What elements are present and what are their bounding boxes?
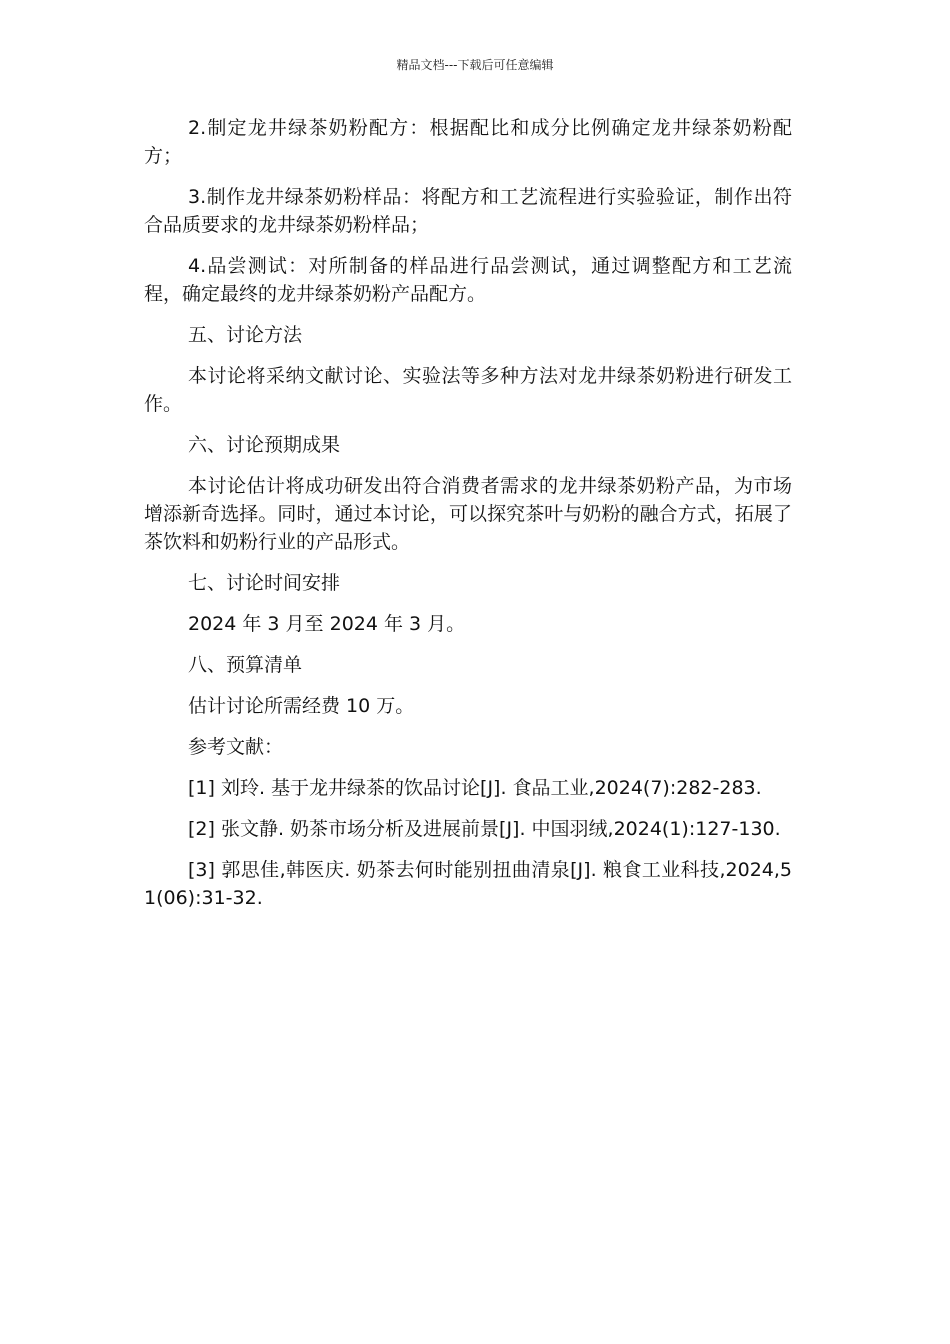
document-body bbox=[144, 114, 792, 925]
section-heading-methods: 五、讨论方法 bbox=[188, 324, 303, 346]
reference-item: [3] 郭思佳,韩医庆. 奶茶去何时能别扭曲清泉[J]. 粮食工业科技,2024,51(06):31-32. bbox=[144, 859, 792, 909]
reference-item: [2] 张文静. 奶茶市场分析及进展前景[J]. 中国羽绒,2024(1):127-130. bbox=[188, 818, 781, 840]
schedule-paragraph: 2024 年 3 月至 2024 年 3 月。 bbox=[188, 613, 466, 635]
references-title: 参考文献： bbox=[188, 736, 284, 758]
step-2-paragraph: 2.制定龙井绿茶奶粉配方：根据配比和成分比例确定龙井绿茶奶粉配方； bbox=[144, 117, 792, 167]
methods-paragraph: 本讨论将采纳文献讨论、实验法等多种方法对龙井绿茶奶粉进行研发工作。 bbox=[144, 365, 792, 415]
page-header: 精品文档---下载后可任意编辑 bbox=[396, 58, 554, 72]
section-heading-expected-results: 六、讨论预期成果 bbox=[188, 434, 341, 456]
step-3-paragraph: 3.制作龙井绿茶奶粉样品：将配方和工艺流程进行实验验证，制作出符合品质要求的龙井绿茶奶粉样品； bbox=[144, 186, 792, 236]
step-4-paragraph: 4.品尝测试：对所制备的样品进行品尝测试，通过调整配方和工艺流程，确定最终的龙井绿茶奶粉产品配方。 bbox=[144, 255, 792, 305]
section-heading-budget: 八、预算清单 bbox=[188, 654, 303, 676]
section-heading-schedule: 七、讨论时间安排 bbox=[188, 572, 341, 594]
expected-results-paragraph: 本讨论估计将成功研发出符合消费者需求的龙井绿茶奶粉产品，为市场增添新奇选择。同时，通过本讨论，可以探究茶叶与奶粉的融合方式，拓展了茶饮料和奶粉行业的产品形式。 bbox=[144, 475, 792, 553]
reference-item: [1] 刘玲. 基于龙井绿茶的饮品讨论[J]. 食品工业,2024(7):282-283. bbox=[188, 777, 762, 799]
budget-paragraph: 估计讨论所需经费 10 万。 bbox=[188, 695, 415, 717]
